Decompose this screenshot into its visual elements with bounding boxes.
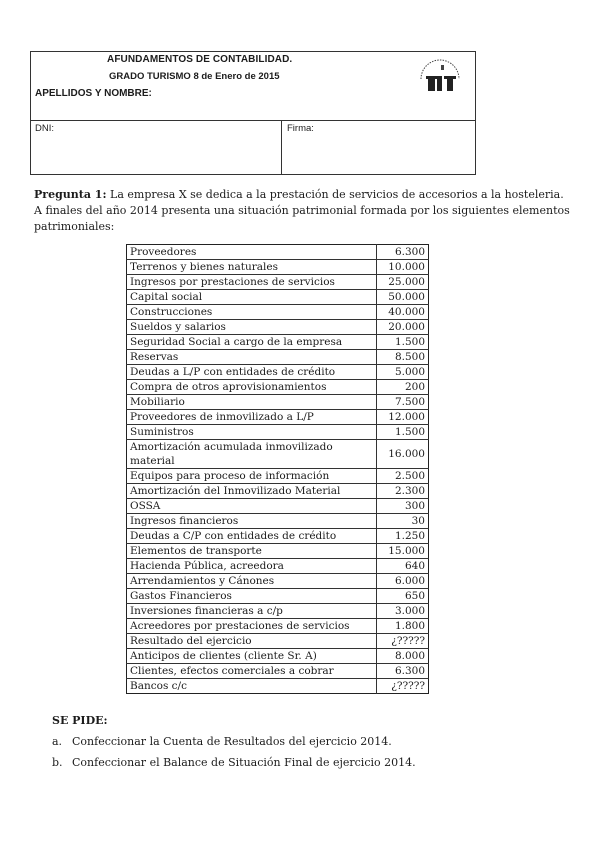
name-field-label: APELLIDOS Y NOMBRE: [35, 88, 152, 99]
item-name: Terrenos y bienes naturales [127, 260, 377, 275]
table-row [127, 395, 429, 410]
item-value: 2.300 [377, 484, 429, 499]
item-name: Compra de otros aprovisionamientos [127, 380, 377, 395]
table-row [127, 604, 429, 619]
item-value: 6.000 [377, 574, 429, 589]
item-name: Amortización acumulada inmovilizado material [127, 440, 377, 469]
task-b-text: Confeccionar el Balance de Situación Final de ejercicio 2014. [72, 756, 416, 769]
table-row [127, 425, 429, 440]
table-row [127, 260, 429, 275]
table-row [127, 469, 429, 484]
item-name: Anticipos de clientes (cliente Sr. A) [127, 649, 377, 664]
table-row [127, 440, 429, 469]
item-value: 8.000 [377, 649, 429, 664]
table-row [127, 365, 429, 380]
item-name: Sueldos y salarios [127, 320, 377, 335]
table-row [127, 380, 429, 395]
item-value: ¿????? [377, 679, 429, 694]
item-value: 25.000 [377, 275, 429, 290]
item-value: 40.000 [377, 305, 429, 320]
signature-field-label: Firma: [287, 123, 314, 134]
item-value: 15.000 [377, 544, 429, 559]
table-row [127, 290, 429, 305]
item-value: 6.300 [377, 664, 429, 679]
item-value: 50.000 [377, 290, 429, 305]
item-value: 30 [377, 514, 429, 529]
item-name: Suministros [127, 425, 377, 440]
item-value: 20.000 [377, 320, 429, 335]
item-name: Reservas [127, 350, 377, 365]
item-value: 10.000 [377, 260, 429, 275]
item-value: 1.500 [377, 335, 429, 350]
item-name: Hacienda Pública, acreedora [127, 559, 377, 574]
item-value: 8.500 [377, 350, 429, 365]
item-name: Construcciones [127, 305, 377, 320]
header-column-divider [281, 120, 282, 174]
table-row [127, 544, 429, 559]
item-value: 1.800 [377, 619, 429, 634]
table-row [127, 499, 429, 514]
table-row [127, 559, 429, 574]
table-row [127, 589, 429, 604]
header-divider [31, 120, 475, 121]
table-row [127, 245, 429, 260]
item-name: Mobiliario [127, 395, 377, 410]
table-row [127, 410, 429, 425]
item-value: 12.000 [377, 410, 429, 425]
table-row [127, 275, 429, 290]
table-row [127, 664, 429, 679]
item-name: Equipos para proceso de información [127, 469, 377, 484]
table-row [127, 484, 429, 499]
table-row [127, 335, 429, 350]
task-a-text: Confeccionar la Cuenta de Resultados del ejercicio 2014. [72, 735, 392, 748]
item-value: 1.250 [377, 529, 429, 544]
question-text [34, 187, 574, 235]
item-value: 1.500 [377, 425, 429, 440]
tasks-heading: SE PIDE: [52, 714, 108, 727]
item-name: Deudas a C/P con entidades de crédito [127, 529, 377, 544]
table-row [127, 529, 429, 544]
item-name: Ingresos por prestaciones de servicios [127, 275, 377, 290]
question-body: La empresa X se dedica a la prestación de servicios de accesorios a la hosteleria. A finales del año 2014 presenta una situación patrimonial formada por los siguientes elementos patrimoniales: [34, 188, 570, 233]
item-name: Arrendamientos y Cánones [127, 574, 377, 589]
item-name: Amortización del Inmovilizado Material [127, 484, 377, 499]
item-value: 7.500 [377, 395, 429, 410]
table-row [127, 574, 429, 589]
task-b-letter: b. [52, 756, 63, 769]
item-name: Deudas a L/P con entidades de crédito [127, 365, 377, 380]
task-a [52, 735, 392, 748]
university-logo [413, 55, 467, 99]
item-value: 640 [377, 559, 429, 574]
item-value: ¿????? [377, 634, 429, 649]
exam-title: AFUNDAMENTOS DE CONTABILIDAD. [107, 54, 293, 65]
table-row [127, 305, 429, 320]
item-name: Capital social [127, 290, 377, 305]
item-name: Proveedores de inmovilizado a L/P [127, 410, 377, 425]
item-name: Gastos Financieros [127, 589, 377, 604]
item-value: 5.000 [377, 365, 429, 380]
task-b [52, 756, 416, 769]
item-name: Seguridad Social a cargo de la empresa [127, 335, 377, 350]
table-row [127, 649, 429, 664]
item-value: 200 [377, 380, 429, 395]
item-name: Proveedores [130, 246, 197, 258]
table-row [127, 619, 429, 634]
table-row [127, 634, 429, 649]
item-name: Acreedores por prestaciones de servicios [127, 619, 377, 634]
item-name: Resultado del ejercicio [127, 634, 377, 649]
item-value: 650 [377, 589, 429, 604]
dni-field-label: DNI: [35, 123, 54, 134]
item-name: Inversiones financieras a c/p [127, 604, 377, 619]
item-value: 6.300 [377, 245, 429, 260]
table-row [127, 514, 429, 529]
table-row [127, 320, 429, 335]
item-value: 3.000 [377, 604, 429, 619]
table-row [127, 350, 429, 365]
item-name: OSSA [127, 499, 377, 514]
balance-items-table [126, 244, 429, 694]
table-row [127, 679, 429, 694]
item-name: Clientes, efectos comerciales a cobrar [127, 664, 377, 679]
item-name: Bancos c/c [127, 679, 377, 694]
item-value: 16.000 [377, 440, 429, 469]
task-a-letter: a. [52, 735, 63, 748]
question-number: Pregunta 1: [34, 188, 107, 201]
item-value: 2.500 [377, 469, 429, 484]
exam-header [30, 51, 476, 175]
item-value: 300 [377, 499, 429, 514]
item-name: Ingresos financieros [127, 514, 377, 529]
item-name: Elementos de transporte [127, 544, 377, 559]
exam-subtitle: GRADO TURISMO 8 de Enero de 2015 [109, 71, 280, 82]
